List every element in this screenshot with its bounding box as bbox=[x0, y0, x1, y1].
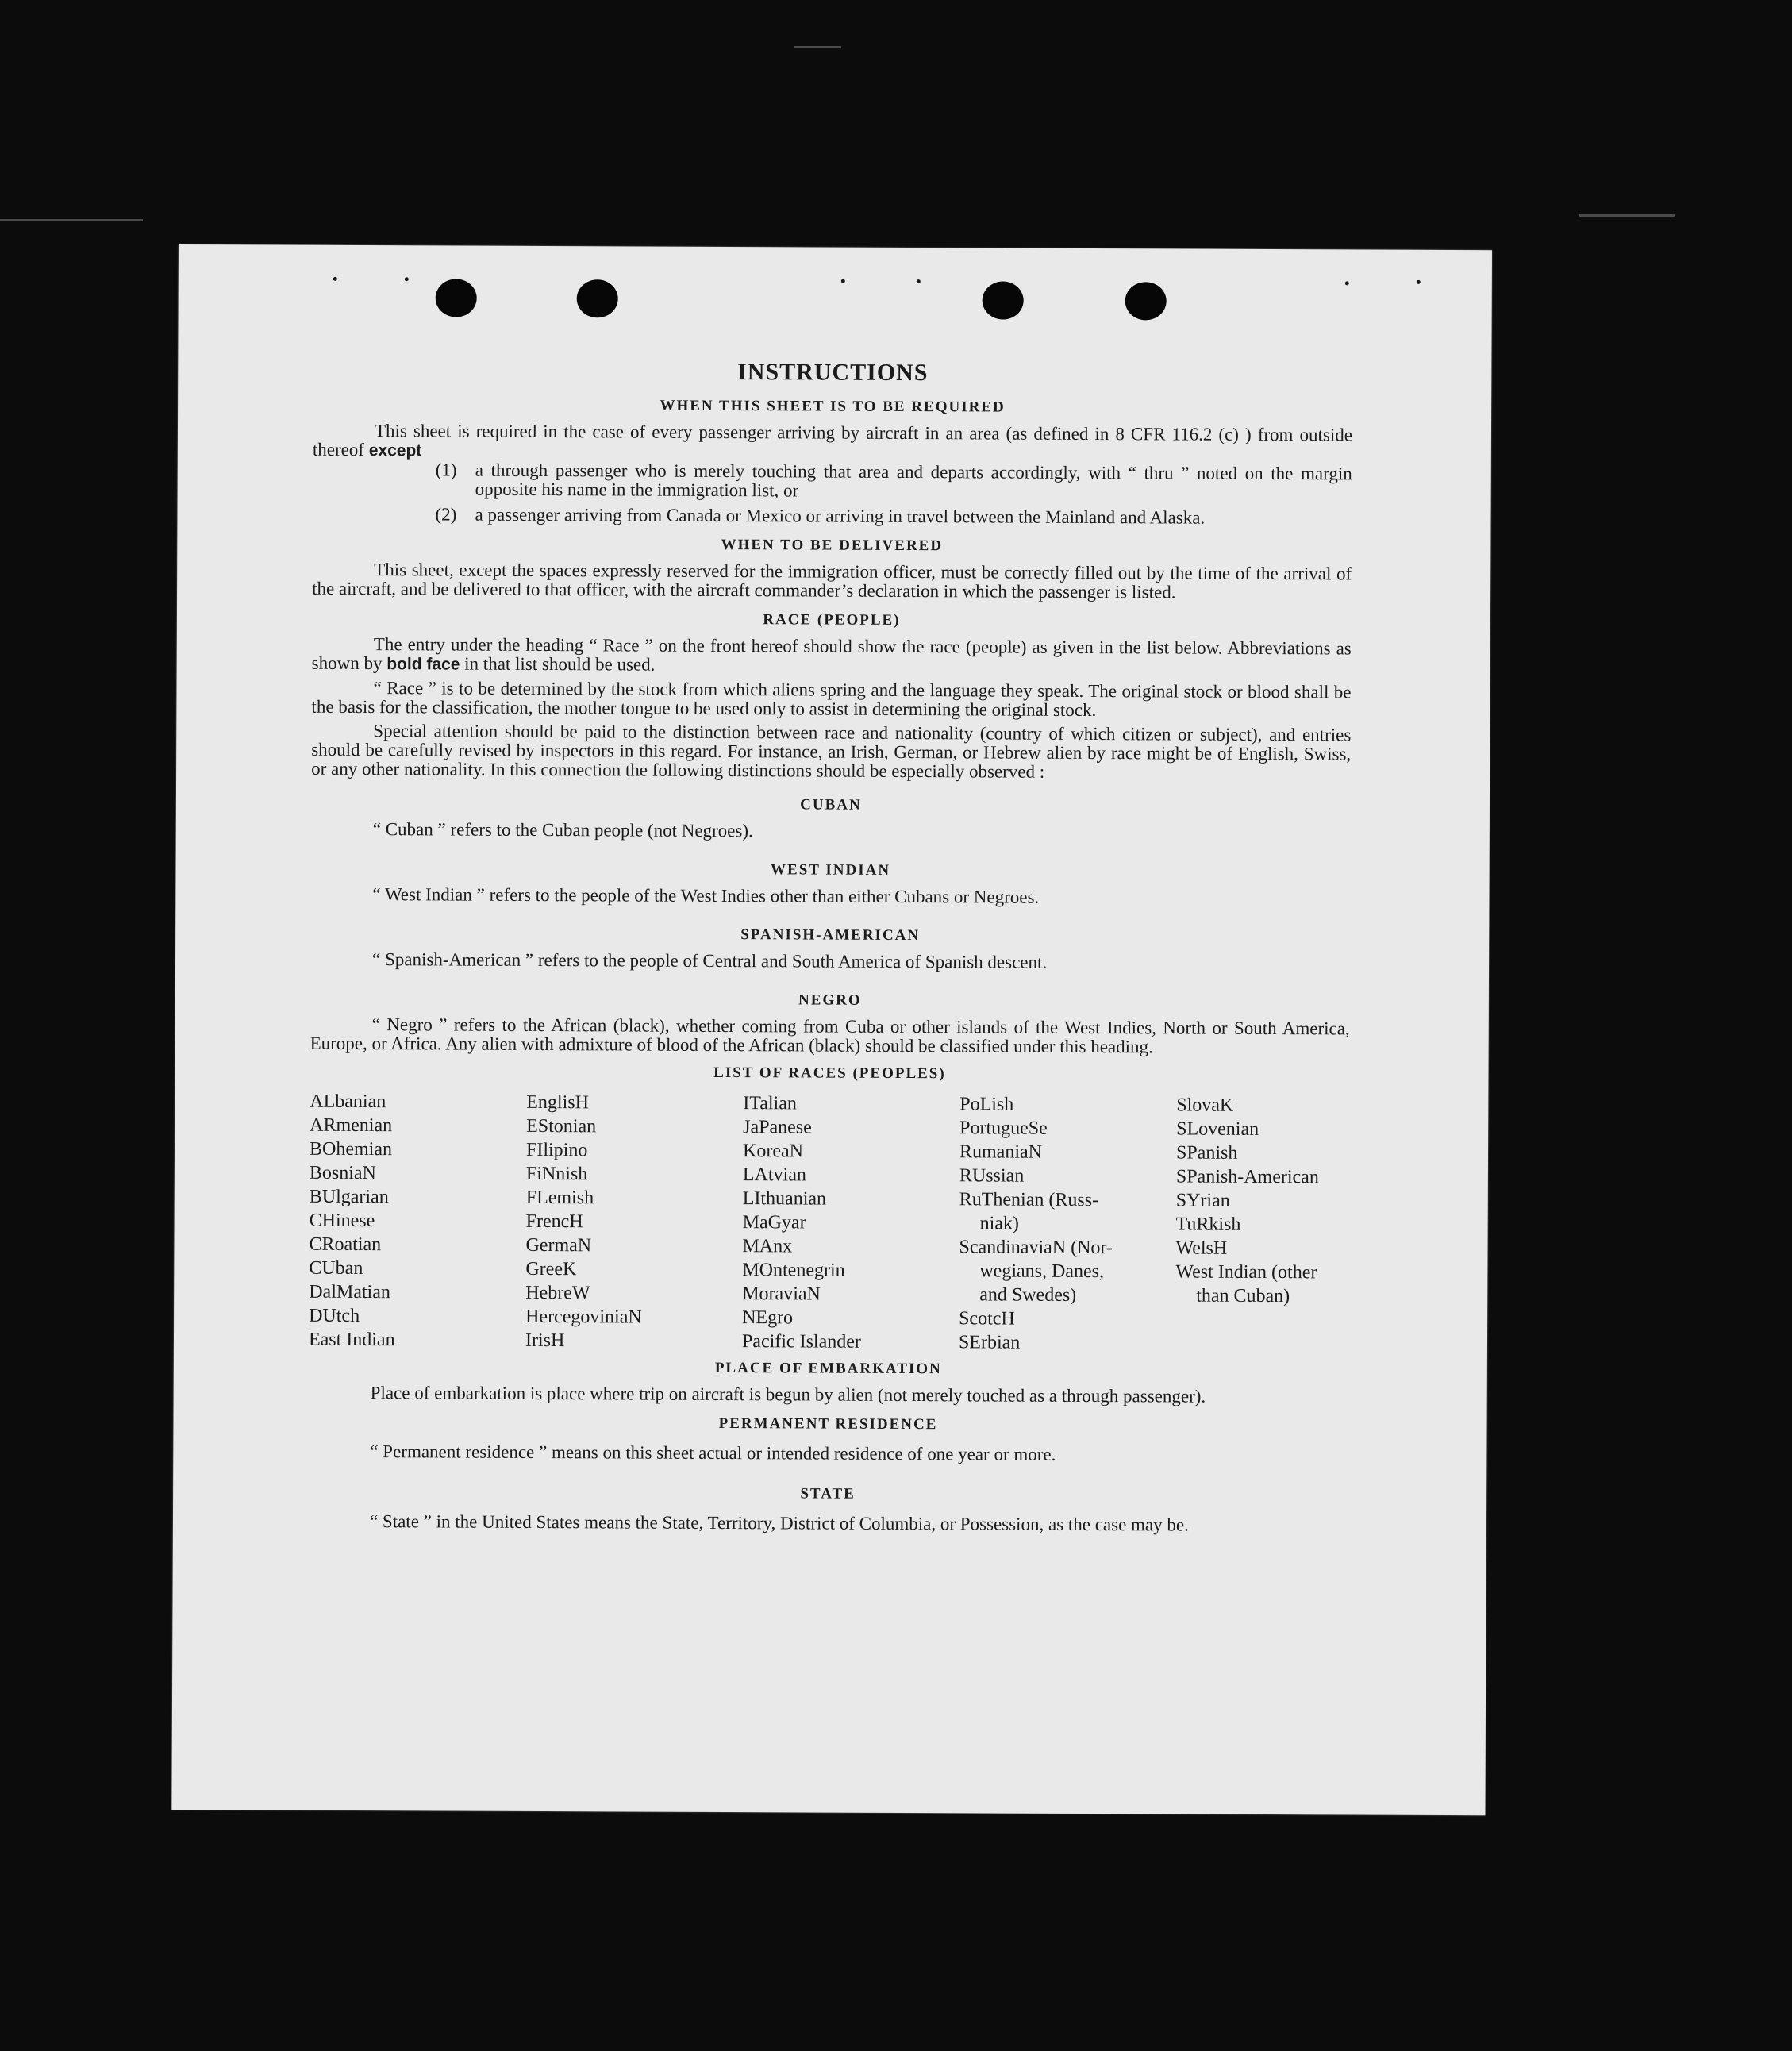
race-entry: JaPanese bbox=[743, 1117, 812, 1138]
race-entry: and Swedes) bbox=[979, 1284, 1077, 1306]
heading-state: STATE bbox=[800, 1485, 856, 1503]
spanish-american-text: “ Spanish-American ” refers to the people of Central and South America of Spanish descent. bbox=[372, 949, 1048, 972]
instructions-content bbox=[308, 356, 1352, 1536]
except-emphasis: except bbox=[368, 441, 422, 460]
race-entry: LIthuanian bbox=[742, 1188, 827, 1210]
race-entry: MoraviaN bbox=[742, 1283, 821, 1305]
speck bbox=[917, 279, 921, 283]
race-entry: FLemish bbox=[525, 1187, 594, 1209]
race-entry: wegians, Danes, bbox=[979, 1260, 1105, 1283]
race-entry: RumaniaN bbox=[959, 1141, 1043, 1163]
race-entry: TuRkish bbox=[1175, 1214, 1241, 1235]
race-entry: DalMatian bbox=[309, 1281, 390, 1303]
heading-cuban: CUBAN bbox=[800, 796, 862, 814]
race-entry: IrisH bbox=[525, 1329, 565, 1352]
race-entry: ALbanian bbox=[310, 1091, 386, 1113]
punch-hole bbox=[983, 281, 1024, 319]
race-entry: East Indian bbox=[308, 1329, 395, 1351]
race-entry: SYrian bbox=[1175, 1190, 1230, 1211]
race-entry: ITalian bbox=[743, 1093, 797, 1114]
race-entry: EnglisH bbox=[526, 1091, 590, 1114]
race-entry: SlovaK bbox=[1176, 1095, 1234, 1116]
cuban-text: “ Cuban ” refers to the Cuban people (not Negroes). bbox=[372, 819, 753, 841]
punch-hole bbox=[577, 279, 618, 317]
race-entry: SPanish-American bbox=[1175, 1166, 1319, 1188]
residence-text: “ Permanent residence ” means on this sheet actual or intended residence of one year or more. bbox=[370, 1441, 1056, 1464]
race-entry: SErbian bbox=[958, 1332, 1021, 1353]
race-entry: DUtch bbox=[309, 1305, 360, 1327]
race-entry: ScandinaviaN (Nor- bbox=[959, 1237, 1113, 1259]
bold-face-emphasis: bold face bbox=[386, 655, 460, 674]
race-entry: HebreW bbox=[525, 1282, 590, 1304]
race-entry: niak) bbox=[979, 1213, 1019, 1234]
race-entry: FIlipino bbox=[525, 1139, 588, 1161]
race-entry: EStonian bbox=[526, 1115, 597, 1137]
page-title: INSTRUCTIONS bbox=[737, 359, 929, 387]
speck bbox=[841, 279, 845, 283]
races-column bbox=[959, 1092, 1176, 1355]
heading-residence: PERMANENT RESIDENCE bbox=[718, 1414, 938, 1433]
race-entry: CRoatian bbox=[309, 1233, 382, 1256]
negro-paragraph: “ Negro ” refers to the African (black), whether coming from Cuba or other islands of the West Indies, North or South America, Europe, or Africa. Any alien with admixture of blood of the African (black) should be classified under this heading. bbox=[310, 1014, 1350, 1057]
heading-when-required: WHEN THIS SHEET IS TO BE REQUIRED bbox=[660, 397, 1006, 416]
speck bbox=[405, 277, 409, 281]
race-paragraph-2: “ Race ” is to be determined by the stock from which aliens spring and the language they speak. The original stock or blood shall be the basis for the classification, the mother tongue to be used only to assist in determining the original stock. bbox=[311, 678, 1352, 721]
race-entry: SLovenian bbox=[1176, 1118, 1259, 1140]
speck bbox=[1345, 281, 1349, 285]
heading-when-delivered: WHEN TO BE DELIVERED bbox=[721, 536, 944, 555]
race-entry: WelsH bbox=[1175, 1237, 1228, 1259]
race-entry: KoreaN bbox=[742, 1141, 804, 1162]
race-entry: RUssian bbox=[959, 1165, 1025, 1187]
race-paragraph-1: The entry under the heading “ Race ” on the front hereof should show the race (people) as given in the list below. Abbreviations as shown by bold face in that list should be used. bbox=[311, 634, 1352, 675]
race-entry: West Indian (other bbox=[1175, 1261, 1317, 1283]
race-entry: GermaN bbox=[525, 1234, 592, 1256]
race-entry: BUlgarian bbox=[309, 1186, 389, 1208]
heading-spanish-american: SPANISH-AMERICAN bbox=[740, 926, 921, 945]
race-entry: NEgro bbox=[742, 1307, 794, 1329]
race-entry: PoLish bbox=[959, 1094, 1014, 1115]
races-list bbox=[309, 1090, 1349, 1356]
race-entry: CHinese bbox=[309, 1210, 375, 1232]
west-indian-text: “ West Indian ” refers to the people of the West Indies other than either Cubans or Negroes. bbox=[372, 884, 1040, 907]
races-column bbox=[525, 1091, 743, 1353]
exception-item: (2) a passenger arriving from Canada or Mexico or arriving in travel between the Mainland and Alaska. bbox=[435, 504, 1206, 528]
state-paragraph: “ State ” in the United States means the State, Territory, District of Columbia, or Possession, as the case may be. bbox=[369, 1511, 1189, 1535]
heading-embarkation: PLACE OF EMBARKATION bbox=[714, 1359, 942, 1378]
embarkation-paragraph: Place of embarkation is place where trip on aircraft is begun by alien (not merely touched as a through passenger). bbox=[370, 1383, 1206, 1406]
speck bbox=[1417, 280, 1421, 284]
race-entry: FrencH bbox=[525, 1210, 583, 1233]
heading-race: RACE (PEOPLE) bbox=[763, 611, 901, 629]
race-entry: BOhemian bbox=[309, 1138, 393, 1160]
scan-artifact-line bbox=[1579, 214, 1675, 217]
scan-artifact-line bbox=[0, 219, 143, 221]
race-entry: GreeK bbox=[525, 1258, 577, 1280]
race-entry: HercegoviniaN bbox=[525, 1306, 642, 1328]
race-entry: BosniaN bbox=[309, 1162, 376, 1184]
race-entry: PortugueSe bbox=[959, 1118, 1048, 1139]
race-entry: LAtvian bbox=[742, 1164, 806, 1186]
race-entry: SPanish bbox=[1175, 1142, 1238, 1164]
when-delivered-paragraph: This sheet, except the spaces expressly reserved for the immigration officer, must be correctly filled out by the time of the arrival of the aircraft, and be delivered to that officer, with the aircraft commander’s declaration in which the passenger is listed. bbox=[312, 560, 1352, 602]
punch-hole bbox=[1125, 282, 1167, 320]
race-paragraph-3: Special attention should be paid to the distinction between race and nationality (country of which citizen or subject), and entries should be carefully revised by inspectors in this regard. For instance, an Irish, German, or Hebrew alien by race might be of English, Swiss, or any other nationality. In this connection the following distinctions should be especially observed : bbox=[311, 721, 1352, 782]
races-column bbox=[1175, 1093, 1393, 1356]
document-page bbox=[171, 244, 1492, 1815]
speck bbox=[333, 277, 337, 281]
race-entry: Pacific Islander bbox=[741, 1331, 861, 1353]
race-entry: MaGyar bbox=[742, 1212, 806, 1233]
race-entry: MAnx bbox=[742, 1236, 793, 1257]
when-required-paragraph: This sheet is required in the case of every passenger arriving by aircraft in an area (as defined in 8 CFR 116.2 (c) ) from outside thereof except bbox=[312, 421, 1353, 460]
punch-hole bbox=[436, 279, 477, 317]
race-entry: RuThenian (Russ- bbox=[959, 1189, 1099, 1211]
race-entry: than Cuban) bbox=[1196, 1285, 1290, 1307]
race-entry: CUban bbox=[309, 1257, 363, 1279]
race-entry: ARmenian bbox=[310, 1114, 393, 1137]
heading-negro: NEGRO bbox=[798, 991, 862, 1009]
exception-item: (1) a through passenger who is merely touching that area and departs accordingly, with “ thru ” noted on the margin opposite his name in the immigration list, or bbox=[435, 460, 1352, 501]
scan-artifact-line bbox=[794, 46, 841, 48]
race-entry: ScotcH bbox=[959, 1308, 1015, 1329]
race-entry: MOntenegrin bbox=[742, 1260, 845, 1281]
heading-list-of-races: LIST OF RACES (PEOPLES) bbox=[713, 1064, 946, 1083]
heading-west-indian: WEST INDIAN bbox=[771, 861, 891, 879]
race-entry: FiNnish bbox=[525, 1163, 588, 1185]
races-column bbox=[309, 1090, 526, 1353]
races-column bbox=[742, 1091, 959, 1354]
